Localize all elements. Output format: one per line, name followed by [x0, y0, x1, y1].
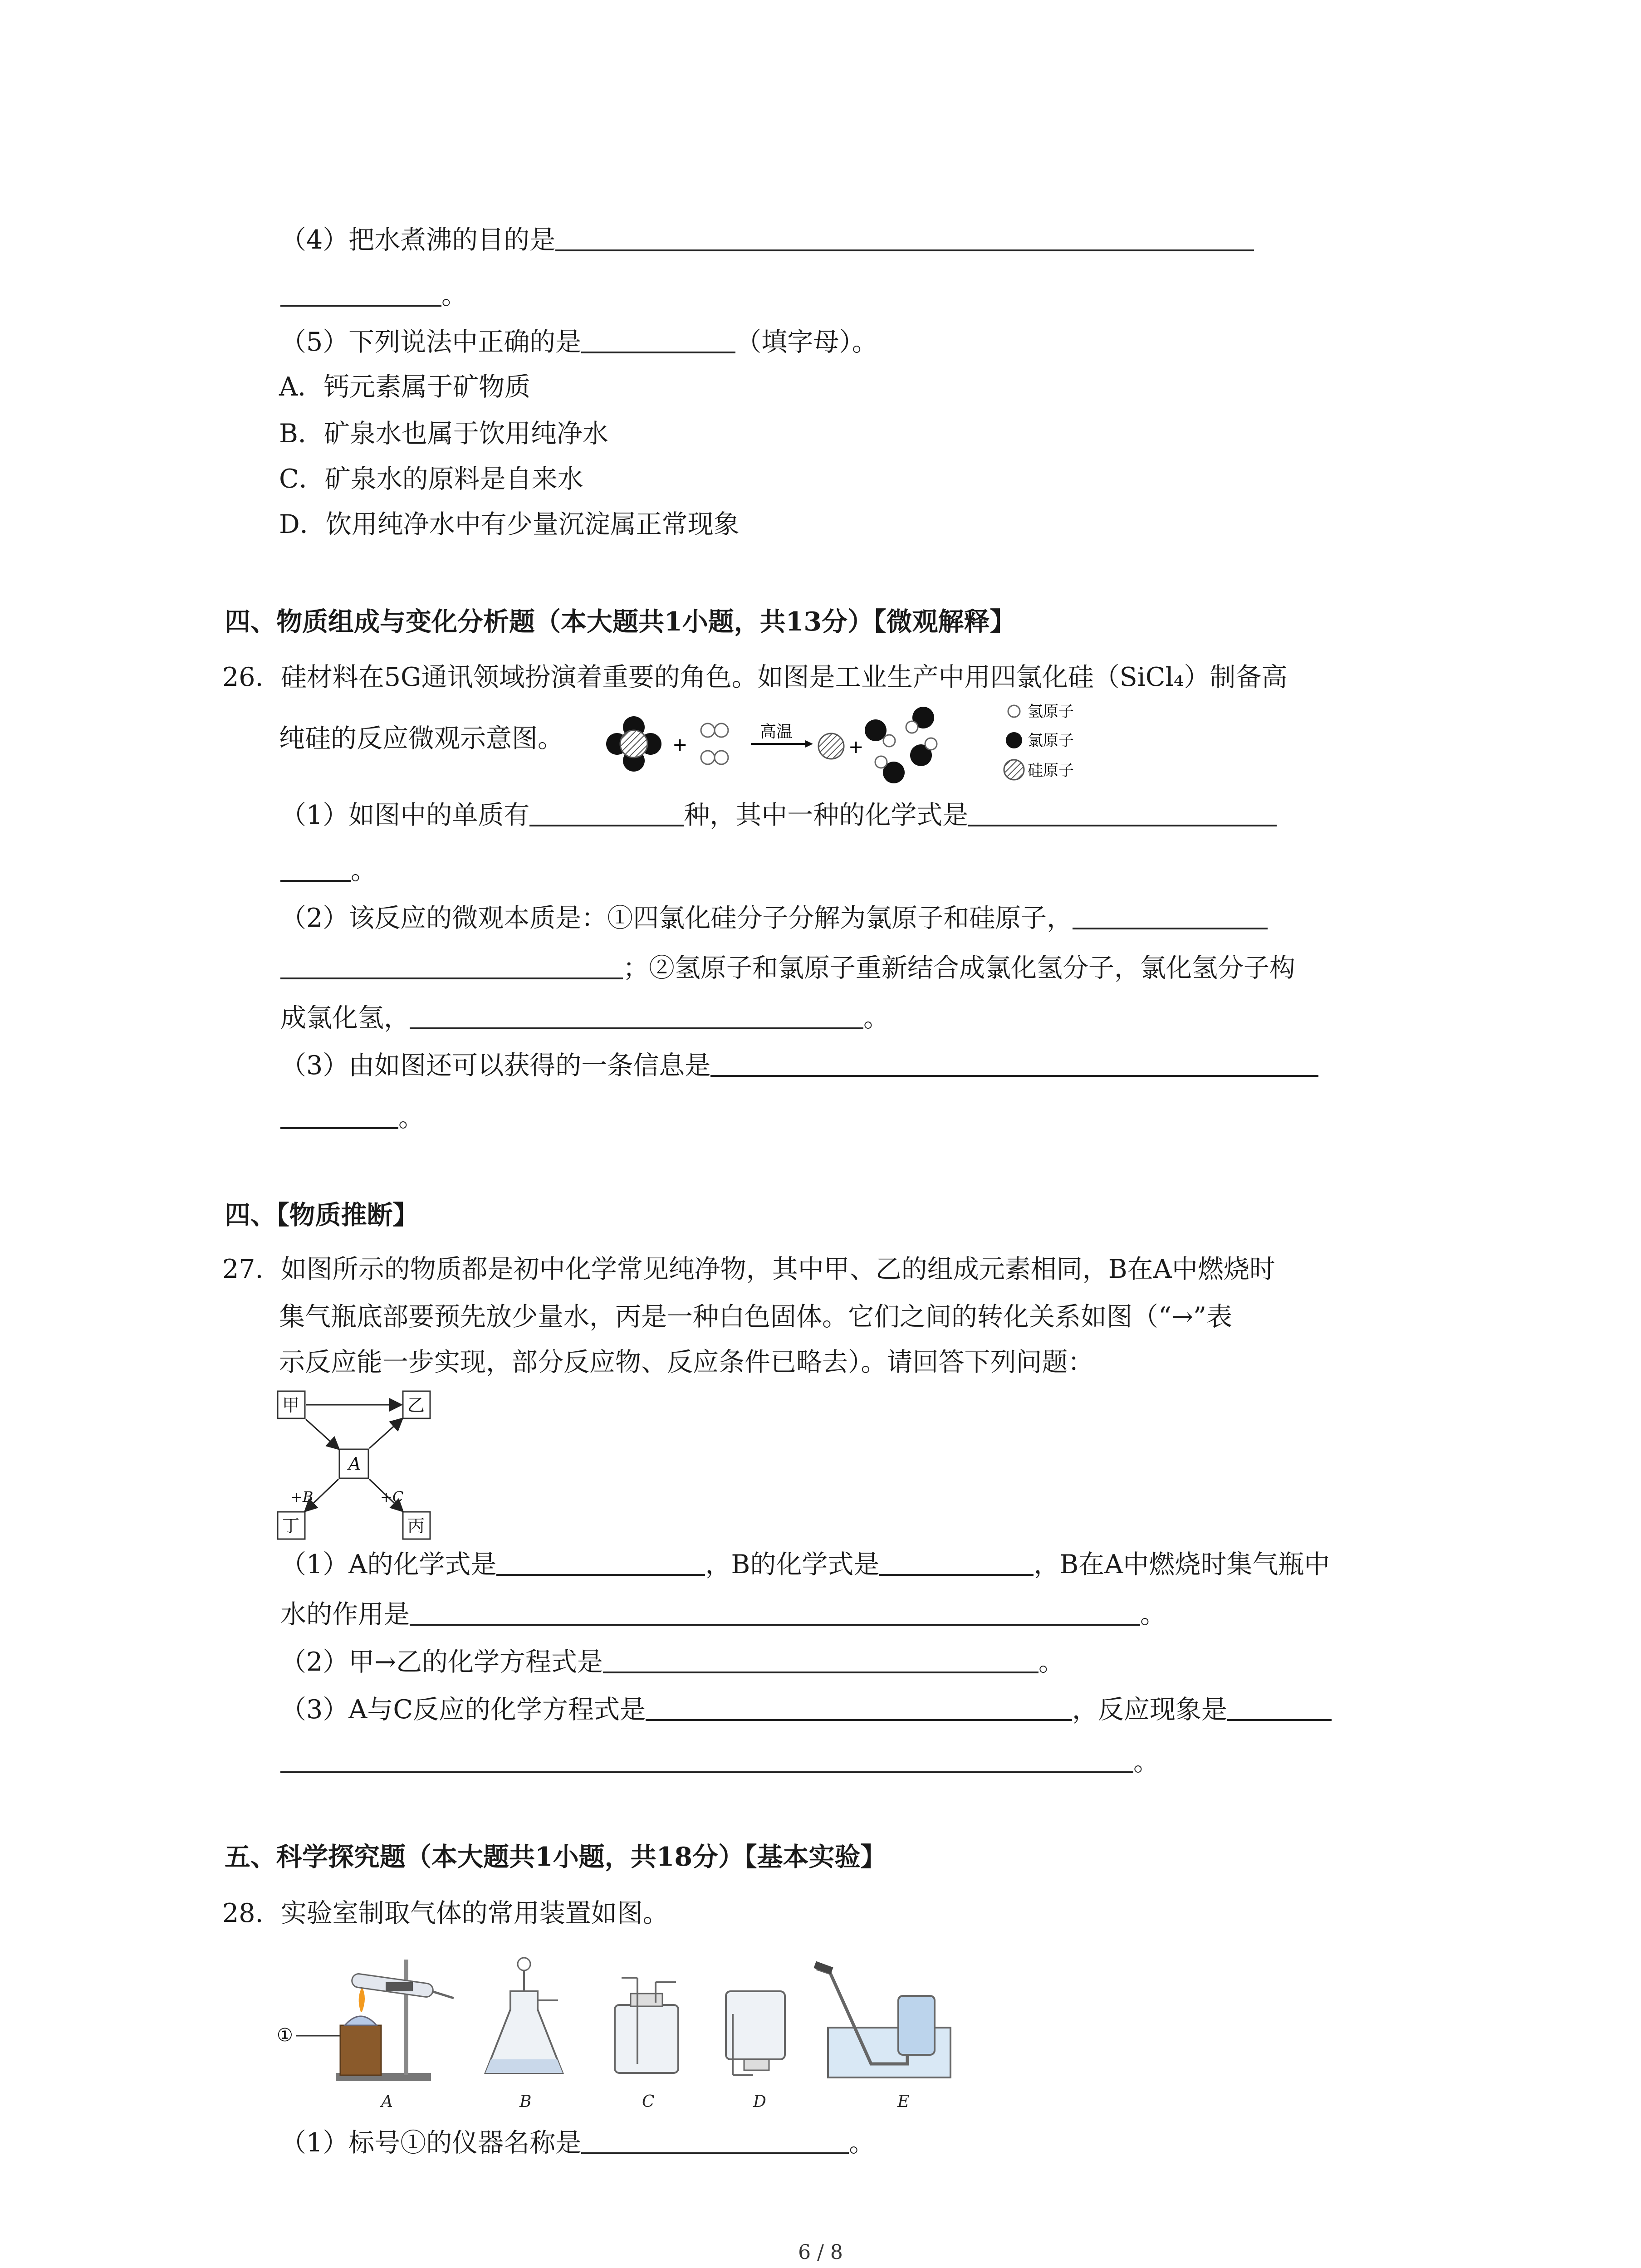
answer-blank[interactable]: [1227, 1696, 1332, 1721]
q27-part1-text: （1）A的化学式是: [280, 1549, 497, 1579]
gas-bottle-d: [726, 1991, 785, 2059]
punct: 。: [1133, 1747, 1159, 1777]
sicl4-molecule: [606, 716, 661, 772]
q27-part3: [280, 1696, 1332, 1723]
apparatus-e: [813, 1961, 950, 2077]
q26-part2-line2: [280, 955, 1295, 981]
q26-part3: [280, 1052, 1318, 1079]
q27-part1-text4: 水的作用是: [280, 1599, 410, 1629]
answer-blank[interactable]: [603, 1649, 1038, 1673]
q27-part1-text3: ，B在A中燃烧时集气瓶中: [1034, 1549, 1330, 1579]
label-plus-c: +C: [380, 1488, 404, 1505]
apparatus-figure: [272, 1950, 980, 2118]
q26-stem-text: 硅材料在5G通讯领域扮演着重要的角色。如图是工业生产中用四氯化硅（SiCl₄）制备高: [280, 662, 1288, 692]
legend-cl-swatch: [1006, 732, 1022, 748]
apparatus-b: [485, 1958, 563, 2073]
q27-part1-text2: ，B的化学式是: [705, 1549, 880, 1579]
q26-stem-line2: 纯硅的反应微观示意图。: [279, 723, 563, 753]
legend-h-label: 氢原子: [1028, 703, 1074, 721]
answer-blank[interactable]: [879, 1551, 1034, 1576]
q26-part2-text3: 成氯化氢，: [280, 1003, 410, 1033]
q25-option-a: A．钙元素属于矿物质: [279, 372, 531, 402]
answer-blank[interactable]: [646, 1696, 1072, 1721]
q25-part5-hint: （填字母）。: [735, 327, 878, 357]
q26-part1-text2: 种，其中一种的化学式是: [684, 800, 969, 830]
q26-part1-text: （1）如图中的单质有: [280, 800, 530, 830]
q27-stem-line3: 示反应能一步实现，部分反应物、反应条件已略去）。请回答下列问题：: [279, 1347, 1094, 1377]
label-yi: 乙: [407, 1395, 425, 1415]
q25-part5: [280, 329, 878, 355]
q25-part4-cont: [280, 282, 467, 308]
answer-blank[interactable]: [410, 1601, 1140, 1626]
reaction-condition: 高温: [760, 723, 793, 741]
answer-blank[interactable]: [1073, 905, 1268, 929]
answer-blank[interactable]: [581, 2130, 849, 2154]
wood-block: [340, 2025, 381, 2075]
q27-stem-text1: 如图所示的物质都是初中化学常见纯净物，其中甲、乙的组成元素相同，B在A中燃烧时: [280, 1254, 1275, 1284]
label-bing: 丙: [407, 1516, 425, 1536]
label-b: B: [519, 2092, 532, 2111]
q26-part2-line3: [280, 1005, 889, 1031]
legend-si-swatch: [1004, 760, 1024, 780]
answer-blank[interactable]: [280, 282, 441, 307]
q25-part4-text: （4）把水煮沸的目的是: [280, 225, 556, 255]
collection-bottle: [898, 1996, 935, 2055]
q26-part1: [280, 802, 1277, 828]
answer-blank[interactable]: [555, 227, 1254, 251]
legend-cl-label: 氯原子: [1028, 732, 1074, 750]
label-a: A: [348, 1454, 361, 1474]
punct: 。: [398, 1103, 424, 1133]
label-e: E: [897, 2092, 910, 2111]
q27-part1-line2: [280, 1601, 1166, 1628]
q27-part2: [280, 1649, 1064, 1675]
question-number: 27.: [222, 1254, 264, 1284]
punct: 。: [1038, 1647, 1065, 1677]
apparatus-c: [615, 1978, 678, 2073]
q25-option-c: C．矿泉水的原料是自来水: [279, 464, 583, 494]
alcohol-lamp-icon: [345, 2016, 377, 2025]
q25-part4: [280, 227, 1254, 253]
label-d: D: [753, 2092, 766, 2111]
gas-bottle-c: [615, 2005, 678, 2073]
page-number: 6 / 8: [798, 2241, 843, 2264]
reaction-micro-diagram: [603, 699, 1139, 789]
q26-part3-text: （3）由如图还可以获得的一条信息是: [280, 1051, 711, 1080]
plus-sign: +: [672, 734, 688, 755]
answer-blank[interactable]: [280, 857, 351, 882]
punct: 。: [1140, 1599, 1166, 1629]
q26-part2-text: （2）该反应的微观本质是：①四氯化硅分子分解为氯原子和硅原子，: [280, 903, 1073, 933]
arrow-a-yi: [369, 1419, 402, 1448]
si-atom: [818, 733, 844, 759]
punct: 。: [441, 280, 467, 310]
q25-part5-text: （5）下列说法中正确的是: [280, 327, 582, 357]
question-number: 28.: [222, 1898, 264, 1928]
legend-si-label: 硅原子: [1028, 762, 1074, 780]
q26-part1-cont: [280, 857, 377, 884]
legend: [1004, 703, 1074, 780]
q26-stem-line1: [222, 662, 1288, 692]
plus-sign: +: [848, 737, 864, 758]
q26-part3-cont: [280, 1105, 424, 1131]
answer-blank[interactable]: [581, 329, 735, 353]
question-number: 26.: [222, 662, 264, 692]
label-ding: 丁: [282, 1516, 300, 1536]
transformation-diagram: [272, 1386, 445, 1545]
q28-part1: [280, 2130, 875, 2156]
h2-molecules: [701, 723, 728, 764]
apparatus-d: [726, 1991, 785, 2075]
label-plus-b: +B: [290, 1488, 314, 1505]
q26-part2: [280, 905, 1268, 931]
section-title-4a: 四、物质组成与变化分析题（本大题共1小题，共13分）【微观解释】: [225, 606, 1016, 637]
apparatus-a: [336, 1960, 454, 2081]
flame-icon: [359, 1987, 365, 2012]
section-title-5: 五、科学探究题（本大题共1小题，共18分）【基本实验】: [225, 1842, 887, 1872]
q27-stem-line2: 集气瓶底部要预先放少量水，丙是一种白色固体。它们之间的转化关系如图（“→”表: [279, 1302, 1233, 1332]
hcl-molecules: [865, 707, 937, 783]
arrow-jia-a: [306, 1419, 338, 1448]
clamp: [386, 1982, 413, 1991]
punct: 。: [849, 2128, 875, 2158]
arrow-head: [805, 740, 813, 748]
q26-part2-text2: ；②氢原子和氯原子重新结合成氯化氢分子，氯化氢分子构: [623, 953, 1295, 983]
q25-option-b: B．矿泉水也属于饮用纯净水: [279, 419, 608, 449]
legend-h-swatch: [1008, 705, 1020, 717]
label-jia: 甲: [282, 1395, 300, 1415]
label-a: A: [381, 2092, 393, 2111]
answer-blank[interactable]: [410, 1005, 863, 1029]
answer-blank[interactable]: [280, 955, 623, 979]
punct: 。: [863, 1003, 889, 1033]
q27-part3-text: （3）A与C反应的化学方程式是: [280, 1695, 646, 1725]
q27-part3-text2: ，反应现象是: [1072, 1695, 1228, 1725]
answer-blank[interactable]: [496, 1551, 705, 1576]
answer-blank[interactable]: [280, 1105, 398, 1129]
q25-option-d: D．饮用纯净水中有少量沉淀属正常现象: [279, 509, 740, 539]
marker-1: ①: [277, 2025, 293, 2046]
answer-blank[interactable]: [529, 802, 684, 826]
q27-part3-cont: [280, 1749, 1159, 1775]
punct: 。: [351, 855, 377, 885]
answer-blank[interactable]: [280, 1749, 1133, 1773]
q28-stem: [222, 1898, 669, 1928]
q27-stem-line1: [222, 1256, 1275, 1282]
q28-part1-text: （1）标号①的仪器名称是: [280, 2128, 582, 2158]
q27-part2-text: （2）甲→乙的化学方程式是: [280, 1647, 603, 1677]
label-c: C: [642, 2092, 655, 2111]
q27-part1: [280, 1551, 1330, 1578]
answer-blank[interactable]: [968, 802, 1277, 826]
answer-blank[interactable]: [710, 1052, 1318, 1077]
q28-stem-text: 实验室制取气体的常用装置如图。: [280, 1898, 669, 1928]
section-title-4b: 四、【物质推断】: [225, 1200, 419, 1230]
